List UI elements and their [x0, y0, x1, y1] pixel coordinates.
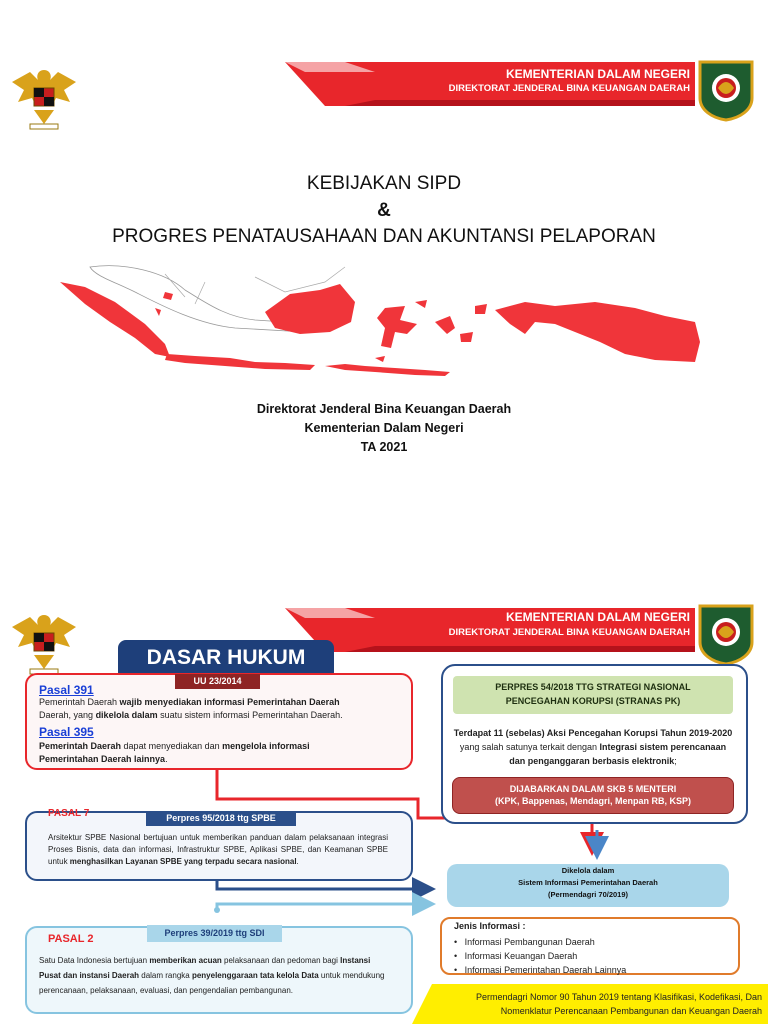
jenis-item: • Informasi Keuangan Daerah	[454, 951, 578, 961]
stranas-text-c: Integrasi sistem perencanaan dan penganggaran berbasis elektronik	[509, 742, 727, 766]
p391-f: suatu sistem informasi Pemerintahan Daerah.	[157, 710, 343, 720]
jenis-item-text: Informasi Pemerintahan Daerah Lainnya	[464, 965, 627, 975]
sdi-text-e: dalam rangka	[139, 971, 192, 980]
jenis-title: Jenis Informasi :	[454, 921, 526, 931]
spbe-text-b: menghasilkan Layanan SPBE yang terpadu secara nasional	[69, 857, 297, 866]
garuda-logo	[8, 62, 80, 134]
jenis-item-text: Informasi Pembangunan Daerah	[464, 937, 595, 947]
p395-e: .	[165, 754, 168, 764]
sipd-line-1: Dikelola dalam	[561, 866, 615, 875]
directorate-name: DIREKTORAT JENDERAL BINA KEUANGAN DAERAH	[448, 627, 690, 638]
sdi-tag: Perpres 39/2019 ttg SDI	[147, 925, 282, 942]
stranas-text-a: Terdapat 11 (sebelas) Aksi Pencegahan Korupsi Tahun 2019-2020	[453, 728, 733, 738]
indonesia-map	[55, 262, 705, 377]
sdi-text-g: untuk mendukung perencanaan, pelaksanaan, evaluasi, dan pengendalian pembangunan.	[39, 971, 385, 995]
p391-c: Daerah	[39, 710, 69, 720]
legal-basis-slide	[0, 512, 768, 1024]
sipd-line-3: (Permendagri 70/2019)	[547, 890, 629, 899]
title-line-3: PROGRES PENATAUSAHAAN DAN AKUNTANSI PELAPORAN	[112, 226, 656, 247]
jenis-informasi-box	[440, 917, 740, 975]
footer-line-2: Nomenklatur Perencanaan Pembangunan dan Keuangan Daerah	[500, 1006, 762, 1016]
directorate-name: DIREKTORAT JENDERAL BINA KEUANGAN DAERAH	[448, 83, 690, 94]
dasar-hukum-heading: DASAR HUKUM	[146, 646, 306, 669]
footer-line-1: Permendagri Nomor 90 Tahun 2019 tentang Klasifikasi, Kodefikasi, Dan	[475, 992, 762, 1002]
p391-b: wajib menyediakan informasi Pemerintahan Daerah	[119, 697, 340, 707]
sdi-text-b: memberikan acuan	[149, 956, 222, 965]
p395-d: Pemerintahan Daerah lainnya	[39, 754, 166, 764]
spbe-tag: Perpres 95/2018 ttg SPBE	[146, 811, 296, 826]
stranas-text	[452, 726, 734, 768]
uu-tag: UU 23/2014	[175, 674, 260, 689]
skb-box	[452, 777, 734, 814]
p395-b: dapat menyediakan dan	[121, 741, 223, 751]
spbe-text-a: Arsitektur SPBE Nasional bertujuan untuk memberikan panduan dalam pelaksanaan integrasi Proses Bisnis, data dan informasi, Infrastruktur SPBE, Aplikasi SPBE, dan Keamanan SPBE untuk	[48, 833, 388, 866]
ministry-name: KEMENTERIAN DALAM NEGERI	[505, 67, 690, 81]
jenis-item-text: Informasi Keuangan Daerah	[464, 951, 578, 961]
p395-a: Pemerintah Daerah	[39, 741, 122, 751]
sdi-text	[39, 953, 394, 998]
org-line-2: Kementerian Dalam Negeri	[304, 421, 464, 435]
sdi-pasal: PASAL 2	[48, 933, 94, 945]
title-ampersand: &	[377, 200, 391, 221]
pasal-391-text-block	[39, 696, 399, 722]
stranas-text-d: ;	[674, 756, 677, 766]
ministry-name: KEMENTERIAN DALAM NEGERI	[505, 610, 690, 624]
org-line-1: Direktorat Jenderal Bina Keuangan Daerah	[256, 402, 512, 416]
p391-a: Pemerintah Daerah	[39, 697, 120, 707]
sdi-text-a: Satu Data Indonesia bertujuan	[39, 956, 150, 965]
spbe-text-c: .	[296, 857, 299, 866]
pasal-395-text-block	[39, 740, 359, 766]
pasal-395-text[interactable]: Pasal 395	[39, 725, 94, 739]
jenis-list	[454, 935, 626, 977]
p391-e: dikelola dalam	[95, 710, 158, 720]
skb-title: DIJABARKAN DALAM SKB 5 MENTERI	[509, 784, 677, 794]
org-line-3: TA 2021	[360, 440, 408, 454]
stranas-text-b: yang salah satunya terkait dengan	[459, 742, 600, 752]
spbe-pasal: PASAL 7	[48, 808, 90, 819]
sdi-text-d: Instansi Pusat dan instansi Daerah	[39, 956, 371, 980]
pasal-395-link[interactable]	[39, 723, 94, 741]
stranas-title: PERPRES 54/2018 TTG STRATEGI NASIONAL PENCEGAHAN KORUPSI (STRANAS PK)	[453, 676, 733, 714]
pasal-391-text[interactable]: Pasal 391	[39, 683, 94, 697]
p391-d: , yang	[68, 710, 96, 720]
title-line-1: KEBIJAKAN SIPD	[306, 173, 462, 194]
sdi-text-f: penyelenggaraan tata kelola Data	[191, 971, 319, 980]
spbe-text	[48, 832, 388, 868]
jenis-item: • Informasi Pemerintahan Daerah Lainnya	[454, 965, 627, 975]
jenis-item: • Informasi Pembangunan Daerah	[454, 937, 595, 947]
kemendagri-emblem	[696, 58, 756, 122]
sipd-line-2: Sistem Informasi Pemerintahan Daerah	[518, 878, 658, 887]
footer-text	[440, 990, 762, 1018]
skb-sub: (KPK, Bappenas, Mendagri, Menpan RB, KSP)	[494, 796, 692, 806]
sipd-box	[447, 864, 729, 907]
p395-c: mengelola informasi	[222, 741, 310, 751]
sdi-text-c: pelaksanaan dan pedoman bagi	[221, 956, 341, 965]
